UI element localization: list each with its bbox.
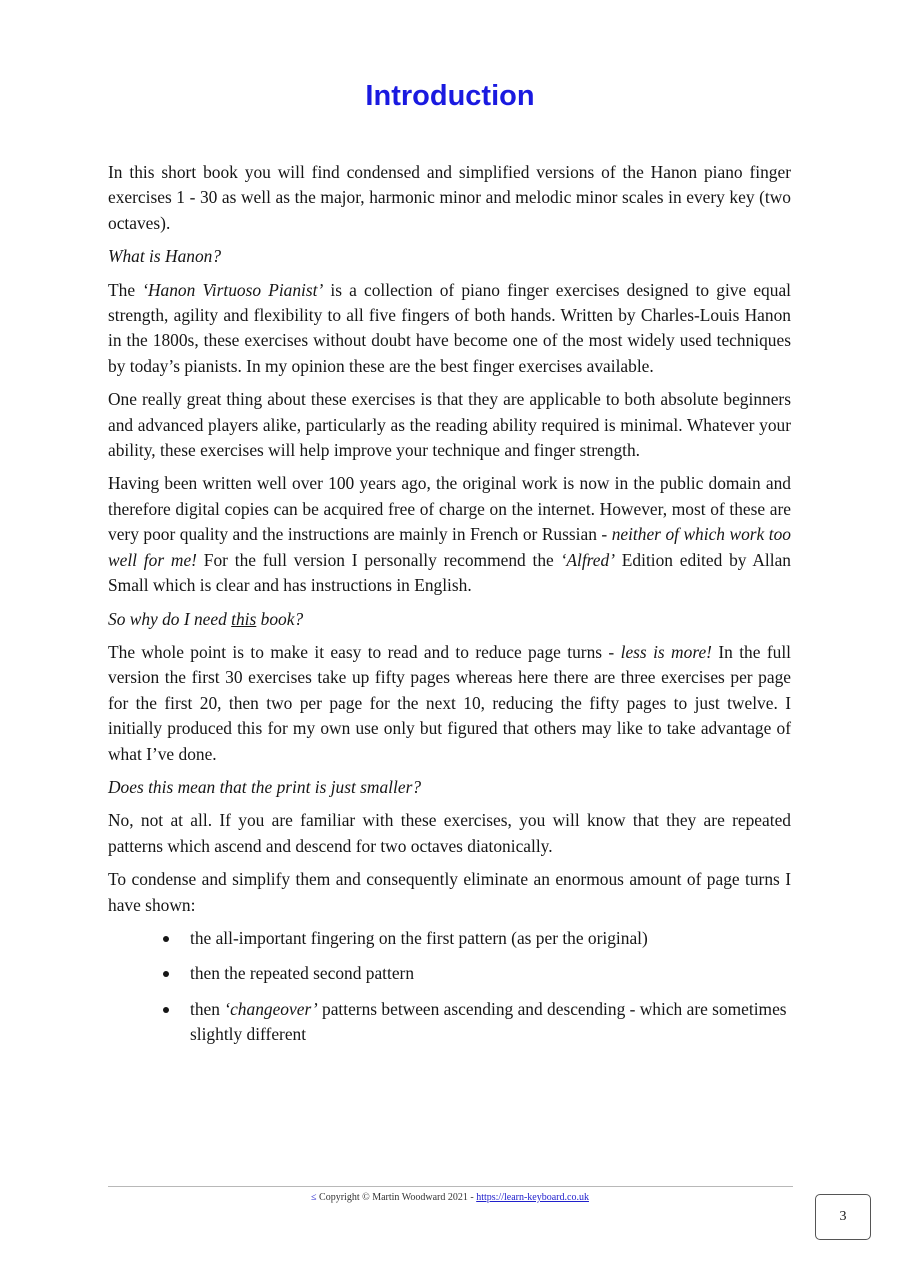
bullet-icon (163, 971, 169, 977)
list-item-text: the all-important fingering on the first pattern (as per the original) (190, 927, 648, 948)
bullet-icon (163, 936, 169, 942)
paragraph-applicability: One really great thing about these exercises is that they are applicable to both absolute beginners and advanced players alike, particularly as the reading ability required is minimal. Whatever your ability, these exercises will help improve your technique and finger strength. (108, 389, 791, 461)
paragraph-public-domain (108, 471, 791, 598)
text-segment: The whole point is to make it easy to read and to reduce page turns - (108, 641, 621, 662)
page-body (108, 160, 791, 1058)
paragraph-condense: To condense and simplify them and consequently eliminate an enormous amount of page turns I have shown: (108, 869, 791, 915)
book-title-text: ‘Hanon Virtuoso Pianist’ (142, 279, 324, 300)
paragraph-page-turns (108, 640, 791, 767)
list-item-text: then the repeated second pattern (190, 963, 415, 984)
text-segment: In the full version the first 30 exercises take up fifty pages whereas here there are three exercises per page for the first 20, then two per page for the next 10, reducing the fifty pages to just twelve. I initially produced this for my own use only but figured that others may like to take advantage of what I’ve done. (108, 641, 791, 764)
text-segment: For the full version I personally recommend the (196, 549, 561, 570)
page-number: 3 (839, 1209, 847, 1224)
text-segment: So why do I need (108, 608, 232, 629)
list-item (108, 997, 791, 1048)
text-segment: is a collection of piano finger exercises designed to give equal strength, agility and flexibility to all five fingers of both hands. Written by Charles-Louis Hanon in the 1800s, these exercises without doubt have become one of the most widely used techniques by today’s pianists. In my opinion these are the best finger exercises available. (108, 279, 791, 376)
page-number-box (815, 1194, 871, 1240)
website-link[interactable]: https://learn-keyboard.co.uk (476, 1192, 589, 1203)
footer-divider (108, 1186, 793, 1187)
list-item (108, 926, 791, 951)
bullet-icon (163, 1007, 169, 1013)
paragraph-patterns: No, not at all. If you are familiar with these exercises, you will know that they are repeated patterns which ascend and descend for two octaves diatonically. (108, 810, 791, 856)
paragraph-intro: In this short book you will find condensed and simplified versions of the Hanon piano finger exercises 1 - 30 as well as the major, harmonic minor and melodic minor scales in every key (two octaves). (108, 162, 791, 233)
footer-mark: ≤ (311, 1192, 317, 1203)
text-segment: Edition edited by Allan Small which is clear and has instructions in English. (108, 549, 791, 596)
italic-remark: neither of which work too well for me! (108, 524, 791, 570)
italic-remark: less is more! (620, 641, 712, 662)
bullet-list (108, 926, 791, 1048)
list-item (108, 961, 791, 986)
text-segment: Having been written well over 100 years ago, the original work is now in the public domain and therefore digital copies can be acquired free of charge on the internet. However, most of these are very poor quality and the instructions are mainly in French or Russian - (108, 473, 791, 545)
copyright-text: Copyright © Martin Woodward 2021 - (316, 1192, 477, 1203)
text-segment: The (108, 279, 143, 300)
heading-what-is-hanon: What is Hanon? (108, 246, 222, 267)
underlined-word: this (231, 608, 257, 629)
paragraph-hanon-description (108, 278, 791, 380)
heading-print-smaller: Does this mean that the print is just smaller? (108, 776, 422, 797)
page-footer (0, 1192, 900, 1203)
italic-term: ‘changeover’ (224, 998, 318, 1019)
page-title: Introduction (365, 80, 535, 112)
heading-why-this-book (108, 607, 791, 632)
text-segment: patterns between ascending and descending - which are sometimes slightly different (190, 998, 787, 1045)
text-segment: book? (256, 608, 304, 629)
text-segment: then (190, 998, 225, 1019)
edition-name: ‘Alfred’ (560, 549, 615, 570)
